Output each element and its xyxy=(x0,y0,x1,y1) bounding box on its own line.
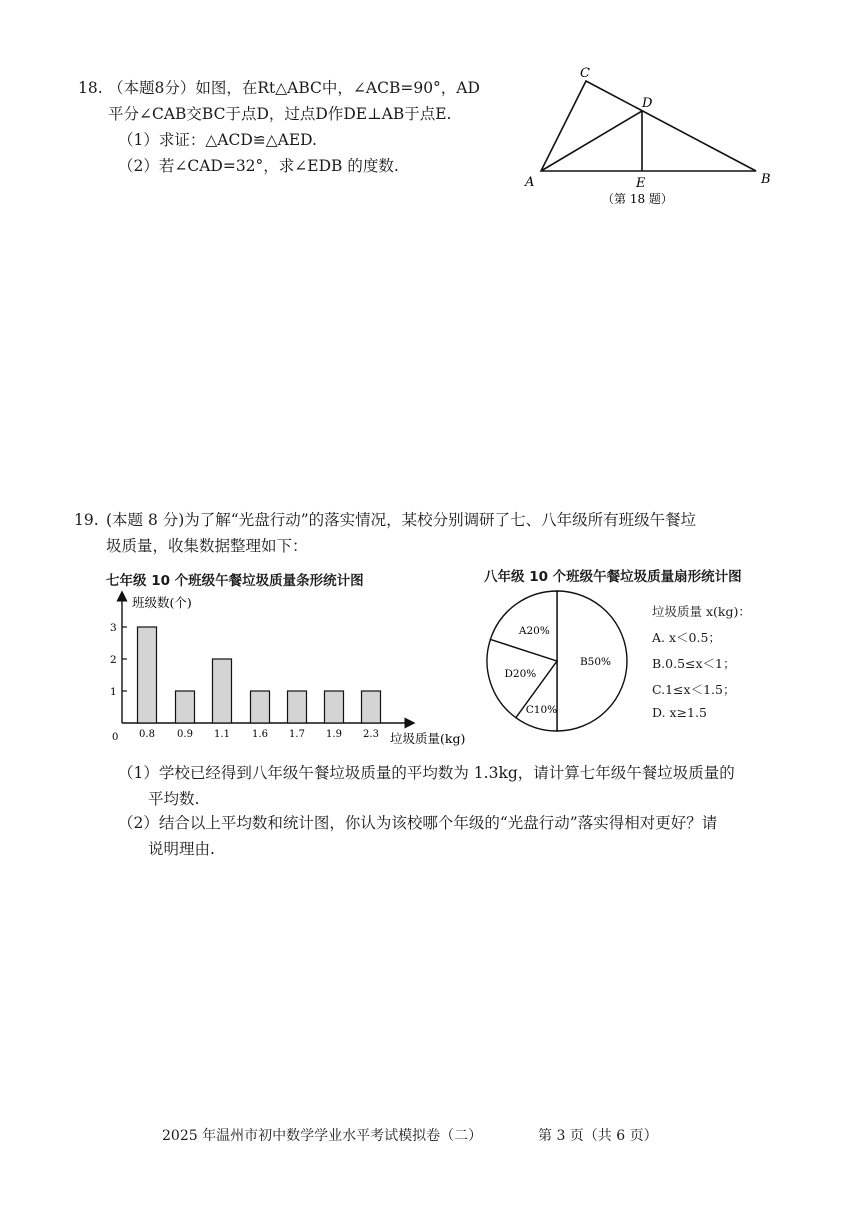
q19-line1: (本题 8 分)为了解“光盘行动”的落实情况，某校分别调研了七、八年级所有班级午餐垃 xyxy=(106,511,697,529)
pie-legend-item-c: C.1≤x＜1.5； xyxy=(652,682,736,697)
x-tick-label-2.3: 2.3 xyxy=(363,729,379,740)
bar-1.1 xyxy=(213,659,232,723)
q18-triangle-figure xyxy=(520,60,780,215)
figure-caption: （第 18 题） xyxy=(602,192,673,206)
y-tick-label-2: 2 xyxy=(110,654,117,666)
q19-part2-line1: （2）结合以上平均数和统计图，你认为该校哪个年级的“光盘行动”落实得相对更好？请 xyxy=(118,814,718,832)
y-tick-label-1: 1 xyxy=(110,686,117,698)
q18-number: 18. xyxy=(78,79,103,97)
q19-number: 19. xyxy=(74,511,99,529)
bar-2.3 xyxy=(362,691,381,723)
pie-legend-item-a: A. x＜0.5； xyxy=(652,630,721,645)
pie-chart-title: 八年级 10 个班级午餐垃圾质量扇形统计图 xyxy=(484,569,742,585)
q18-part1: （1）求证：△ACD≌△AED. xyxy=(118,131,317,149)
q19-part1-line1: （1）学校已经得到八年级午餐垃圾质量的平均数为 1.3kg，请计算七年级午餐垃圾质量的 xyxy=(118,764,735,782)
x-tick-label-0.9: 0.9 xyxy=(177,729,193,740)
bar-1.7 xyxy=(288,691,307,723)
pie-label-b: B50% xyxy=(579,656,612,668)
q18-line1: （本题8分）如图，在Rt△ABC中，∠ACB=90°，AD xyxy=(108,79,480,97)
x-tick-label-1.1: 1.1 xyxy=(214,729,230,740)
label-c: C xyxy=(580,66,590,81)
pie-label-c: C10% xyxy=(525,703,558,716)
x-tick-label-1.9: 1.9 xyxy=(326,729,342,740)
y-axis-label: 班级数(个) xyxy=(132,595,192,610)
footer-exam-title: 2025 年温州市初中数学学业水平考试模拟卷（二） xyxy=(162,1128,483,1144)
x-tick-label-1.7: 1.7 xyxy=(289,729,305,740)
pie-label-d: D20% xyxy=(504,667,537,680)
x-axis-label: 垃圾质量(kg) xyxy=(390,731,466,746)
triangle-abc xyxy=(541,81,756,171)
bar-chart xyxy=(100,590,480,755)
x-tick-label-0.8: 0.8 xyxy=(139,729,155,740)
pie-legend-item-d: D. x≥1.5 xyxy=(652,705,707,720)
y-tick-label-3: 3 xyxy=(110,622,117,634)
pie-chart xyxy=(484,586,634,736)
x-tick-label-1.6: 1.6 xyxy=(252,729,268,740)
q19-part1-line2: 平均数. xyxy=(148,790,200,808)
q19-line2: 圾质量，收集数据整理如下： xyxy=(106,537,308,555)
label-d: D xyxy=(642,96,653,111)
bar-0.8 xyxy=(138,627,157,723)
label-e: E xyxy=(636,176,646,191)
label-b: B xyxy=(761,172,771,187)
origin-label: 0 xyxy=(112,732,119,743)
bar-chart-title: 七年级 10 个班级午餐垃圾质量条形统计图 xyxy=(106,573,364,589)
q18-part2: （2）若∠CAD=32°，求∠EDB 的度数. xyxy=(118,157,399,175)
pie-label-a: A20% xyxy=(518,624,550,637)
bar-1.6 xyxy=(251,691,270,723)
footer-page-number: 第 3 页（共 6 页） xyxy=(538,1128,658,1144)
pie-legend-item-b: B.0.5≤x＜1； xyxy=(652,656,736,671)
pie-legend-title: 垃圾质量 x(kg)： xyxy=(652,604,751,619)
bar-1.9 xyxy=(325,691,344,723)
label-a: A xyxy=(525,175,535,190)
bar-0.9 xyxy=(176,691,195,723)
q18-line2: 平分∠CAB交BC于点D，过点D作DE⊥AB于点E. xyxy=(108,105,452,123)
q19-part2-line2: 说明理由. xyxy=(148,840,215,858)
